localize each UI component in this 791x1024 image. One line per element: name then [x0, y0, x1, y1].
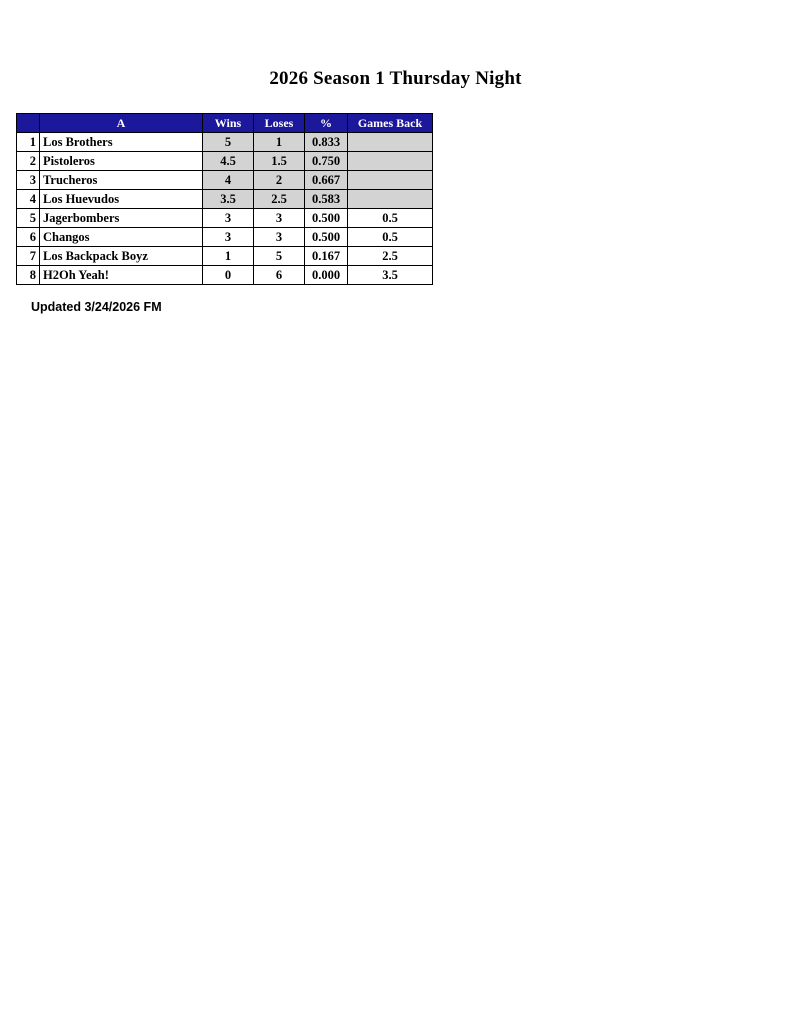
cell-wins: 4	[203, 171, 254, 190]
column-header-rank	[17, 114, 40, 133]
cell-loses: 2.5	[254, 190, 305, 209]
table-row	[17, 133, 433, 152]
cell-wins: 0	[203, 266, 254, 285]
cell-games-back: 2.5	[348, 247, 433, 266]
table-header	[17, 114, 433, 133]
cell-team: Los Backpack Boyz	[40, 247, 203, 266]
cell-rank: 7	[17, 247, 40, 266]
cell-rank: 2	[17, 152, 40, 171]
cell-games-back: 0.5	[348, 209, 433, 228]
cell-loses: 5	[254, 247, 305, 266]
cell-wins: 5	[203, 133, 254, 152]
cell-loses: 1	[254, 133, 305, 152]
standings-table-container	[16, 113, 433, 285]
table-row	[17, 190, 433, 209]
cell-games-back	[348, 190, 433, 209]
cell-percentage: 0.000	[305, 266, 348, 285]
cell-wins: 4.5	[203, 152, 254, 171]
table-row	[17, 266, 433, 285]
cell-percentage: 0.750	[305, 152, 348, 171]
table-row	[17, 228, 433, 247]
cell-games-back	[348, 152, 433, 171]
cell-loses: 3	[254, 228, 305, 247]
cell-rank: 1	[17, 133, 40, 152]
cell-games-back: 3.5	[348, 266, 433, 285]
cell-percentage: 0.167	[305, 247, 348, 266]
cell-loses: 1.5	[254, 152, 305, 171]
column-header-wins: Wins	[203, 114, 254, 133]
cell-rank: 8	[17, 266, 40, 285]
cell-wins: 3	[203, 209, 254, 228]
cell-rank: 5	[17, 209, 40, 228]
table-body	[17, 133, 433, 285]
cell-percentage: 0.667	[305, 171, 348, 190]
cell-team: Los Huevudos	[40, 190, 203, 209]
table-header-row	[17, 114, 433, 133]
table-row	[17, 152, 433, 171]
column-header-games-back: Games Back	[348, 114, 433, 133]
cell-wins: 3	[203, 228, 254, 247]
cell-team: Changos	[40, 228, 203, 247]
cell-team: Trucheros	[40, 171, 203, 190]
column-header-percentage: %	[305, 114, 348, 133]
cell-games-back: 0.5	[348, 228, 433, 247]
cell-percentage: 0.500	[305, 228, 348, 247]
column-header-team: A	[40, 114, 203, 133]
table-row	[17, 247, 433, 266]
updated-note: Updated 3/24/2026 FM	[31, 300, 162, 314]
cell-games-back	[348, 171, 433, 190]
cell-percentage: 0.583	[305, 190, 348, 209]
cell-games-back	[348, 133, 433, 152]
table-row	[17, 171, 433, 190]
cell-team: Pistoleros	[40, 152, 203, 171]
cell-percentage: 0.833	[305, 133, 348, 152]
table-row	[17, 209, 433, 228]
cell-rank: 6	[17, 228, 40, 247]
cell-loses: 2	[254, 171, 305, 190]
cell-rank: 3	[17, 171, 40, 190]
cell-rank: 4	[17, 190, 40, 209]
column-header-loses: Loses	[254, 114, 305, 133]
page-title: 2026 Season 1 Thursday Night	[269, 68, 522, 89]
cell-team: H2Oh Yeah!	[40, 266, 203, 285]
cell-loses: 6	[254, 266, 305, 285]
standings-table	[16, 113, 433, 285]
cell-loses: 3	[254, 209, 305, 228]
cell-team: Los Brothers	[40, 133, 203, 152]
cell-percentage: 0.500	[305, 209, 348, 228]
cell-wins: 1	[203, 247, 254, 266]
cell-wins: 3.5	[203, 190, 254, 209]
cell-team: Jagerbombers	[40, 209, 203, 228]
